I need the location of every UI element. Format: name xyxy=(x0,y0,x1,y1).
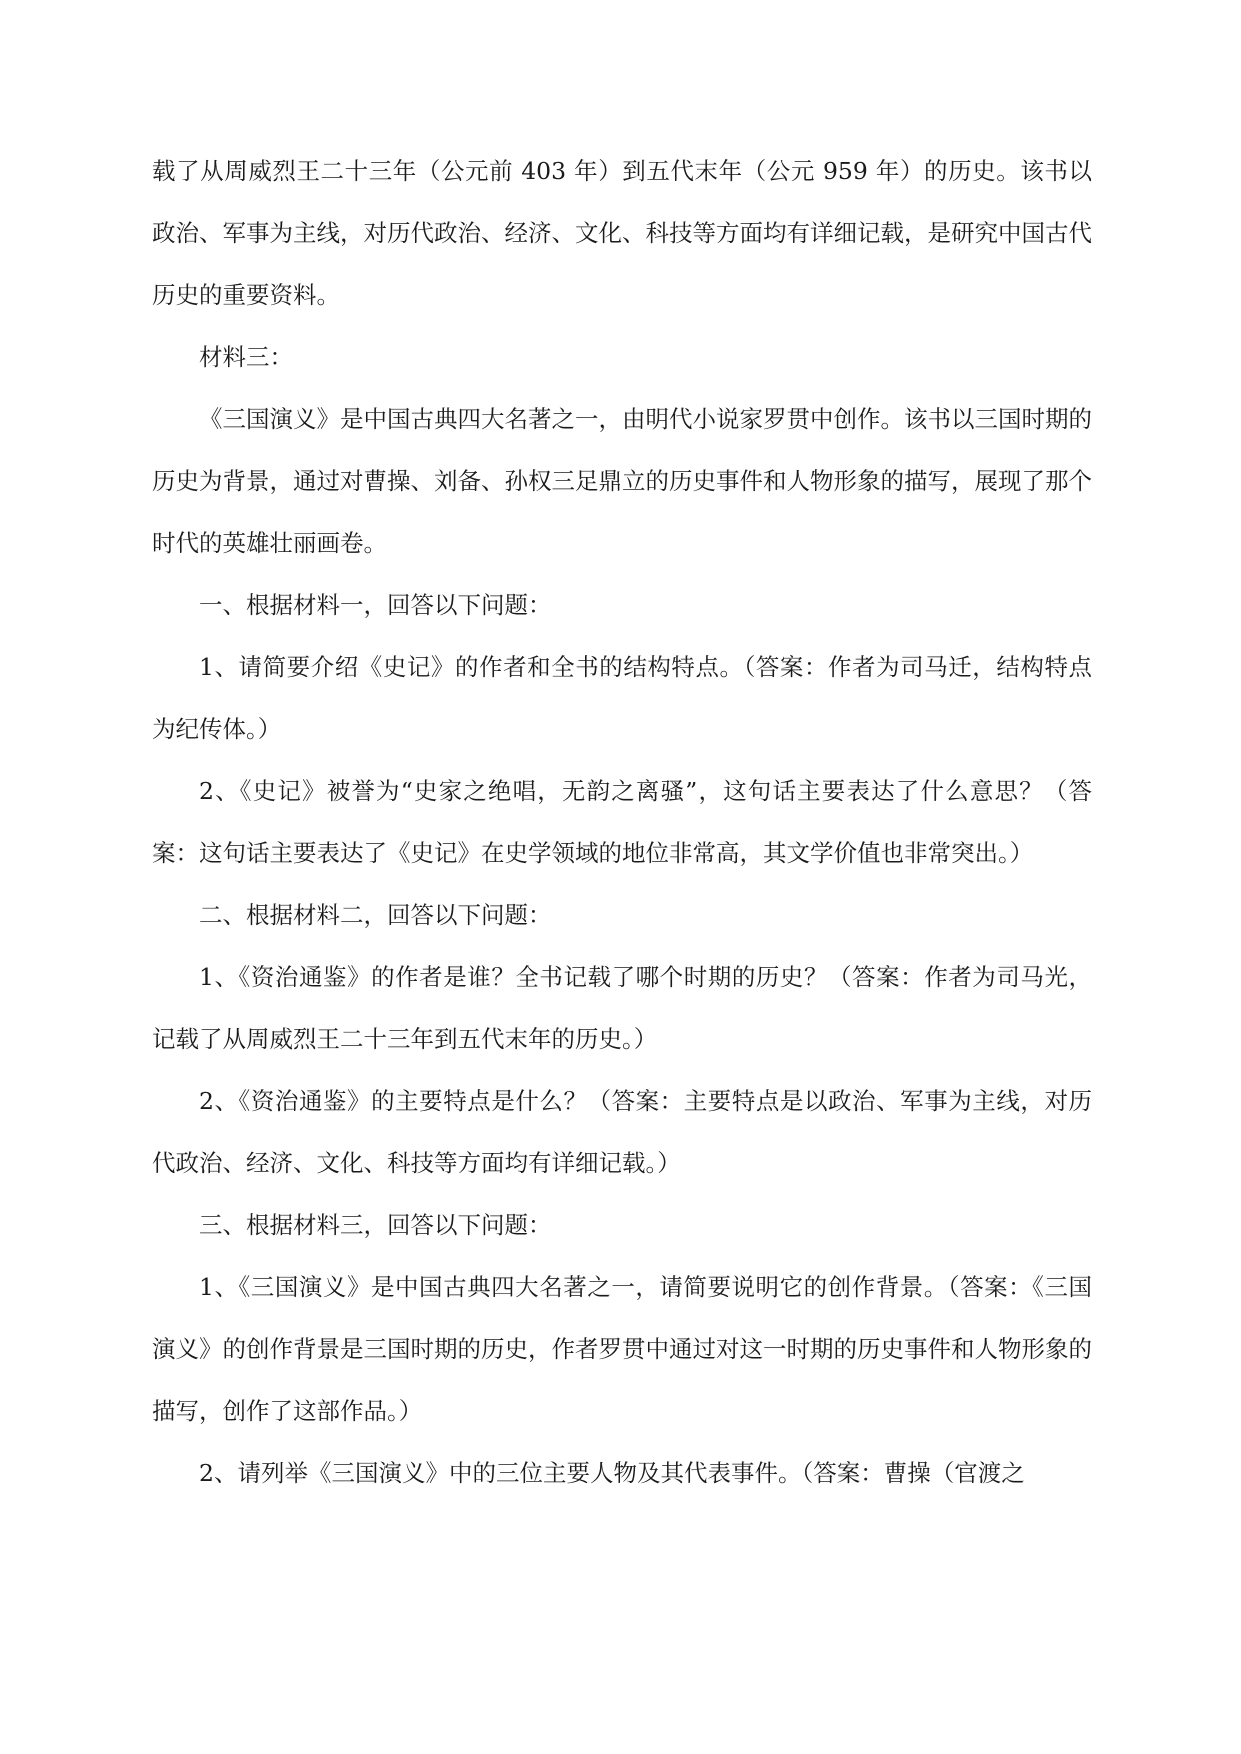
section-two-heading: 二、根据材料二，回答以下问题： xyxy=(199,901,552,929)
section-one-heading: 一、根据材料一，回答以下问题： xyxy=(199,591,552,619)
question-2-2: 2、《资治通鉴》的主要特点是什么？（答案：主要特点是以政治、军事为主线，对历代政治、经济、文化、科技等方面均有详细记载。） xyxy=(152,1087,1092,1177)
paragraph-material-three-body: 《三国演义》是中国古典四大名著之一，由明代小说家罗贯中创作。该书以三国时期的历史为背景，通过对曹操、刘备、孙权三足鼎立的历史事件和人物形象的描写，展现了那个时代的英雄壮丽画卷。 xyxy=(152,405,1092,557)
question-3-1: 1、《三国演义》是中国古典四大名著之一，请简要说明它的创作背景。（答案：《三国演义》的创作背景是三国时期的历史，作者罗贯中通过对这一时期的历史事件和人物形象的描写，创作了这部作品。） xyxy=(152,1273,1092,1425)
paragraph-material-two-continued: 载了从周威烈王二十三年（公元前 403 年）到五代末年（公元 959 年）的历史。该书以政治、军事为主线，对历代政治、经济、文化、科技等方面均有详细记载，是研究中国古代历史的重要资料。 xyxy=(152,157,1092,309)
paragraph-material-three-heading: 材料三： xyxy=(199,343,293,371)
question-1-2: 2、《史记》被誉为“史家之绝唱，无韵之离骚”，这句话主要表达了什么意思？（答案：这句话主要表达了《史记》在史学领域的地位非常高，其文学价值也非常突出。） xyxy=(152,777,1092,867)
document-body xyxy=(152,140,1092,1504)
question-1-1: 1、请简要介绍《史记》的作者和全书的结构特点。（答案：作者为司马迁，结构特点为纪传体。） xyxy=(152,653,1092,743)
section-three-heading: 三、根据材料三，回答以下问题： xyxy=(199,1211,552,1239)
question-2-1: 1、《资治通鉴》的作者是谁？全书记载了哪个时期的历史？（答案：作者为司马光，记载了从周威烈王二十三年到五代末年的历史。） xyxy=(152,963,1092,1053)
question-3-2: 2、请列举《三国演义》中的三位主要人物及其代表事件。（答案：曹操（官渡之 xyxy=(199,1459,1025,1487)
